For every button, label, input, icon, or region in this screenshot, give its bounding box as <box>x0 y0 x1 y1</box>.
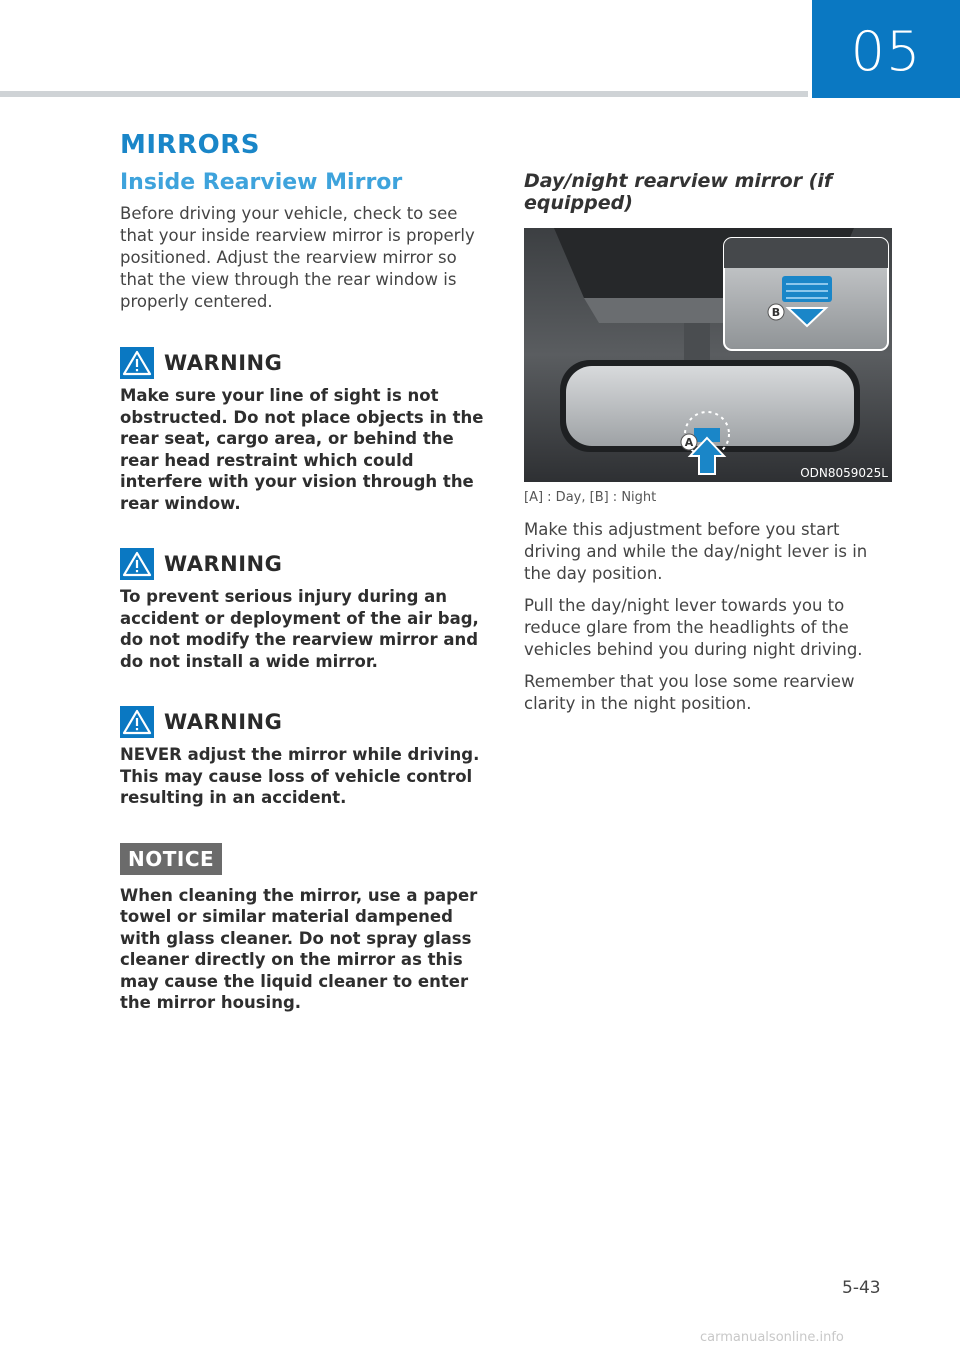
day-night-mirror-heading: Day/night rearview mirror (if equipped) <box>524 170 833 214</box>
mirror-illustration <box>524 228 892 482</box>
warning-triangle-icon <box>120 706 154 738</box>
subheading-inside-rearview-mirror: Inside Rearview Mirror <box>120 170 403 195</box>
warning-triangle-icon <box>120 347 154 379</box>
paragraph-3: Remember that you lose some rearview clarity in the night position. <box>524 672 855 713</box>
warning-label: WARNING <box>164 552 283 576</box>
paragraph-2: Pull the day/night lever towards you to reduce glare from the headlights of the vehicles behind you during night driving. <box>524 596 863 659</box>
warning-block-1 <box>120 347 486 514</box>
notice-block <box>120 809 486 1014</box>
warning-triangle-icon <box>120 548 154 580</box>
left-column <box>120 170 486 1014</box>
notice-text: When cleaning the mirror, use a paper towel or similar material dampened with glass cleaner. Do not spray glass cleaner directly on the mirror as this may cause the liquid cleaner to enter the mirror housing. <box>120 885 478 1012</box>
paragraph-1: Make this adjustment before you start driving and while the day/night lever is in the day position. <box>524 520 868 583</box>
warning-text: Make sure your line of sight is not obstructed. Do not place objects in the rear seat, cargo area, or behind the rear head restraint which could interfere with your vision through the rear window. <box>120 386 484 513</box>
section-title: MIRRORS <box>120 130 260 160</box>
warning-block-3 <box>120 706 486 809</box>
notice-label: NOTICE <box>120 843 222 875</box>
warning-text: NEVER adjust the mirror while driving. This may cause loss of vehicle control resulting in an accident. <box>120 745 480 807</box>
warning-label: WARNING <box>164 351 283 375</box>
label-b: B <box>771 306 781 319</box>
warning-text: To prevent serious injury during an accident or deployment of the air bag, do not modify the rearview mirror and do not install a wide mirror. <box>120 587 479 671</box>
figure-code: ODN8059025L <box>800 466 888 480</box>
right-column <box>524 170 892 725</box>
warning-label: WARNING <box>164 710 283 734</box>
figure-caption: [A] : Day, [B] : Night <box>524 490 657 505</box>
intro-paragraph: Before driving your vehicle, check to see that your inside rearview mirror is properly positioned. Adjust the rearview mirror so that the view through the rear window is properly centered. <box>120 204 475 311</box>
header-rule <box>0 91 808 97</box>
page-number: 5-43 <box>842 1278 881 1298</box>
warning-block-2 <box>120 548 486 672</box>
label-a: A <box>684 436 694 449</box>
chapter-tab: 05 <box>812 0 960 98</box>
watermark: carmanualsonline.info <box>700 1330 844 1345</box>
mirror-illustration-drawing <box>524 228 892 482</box>
